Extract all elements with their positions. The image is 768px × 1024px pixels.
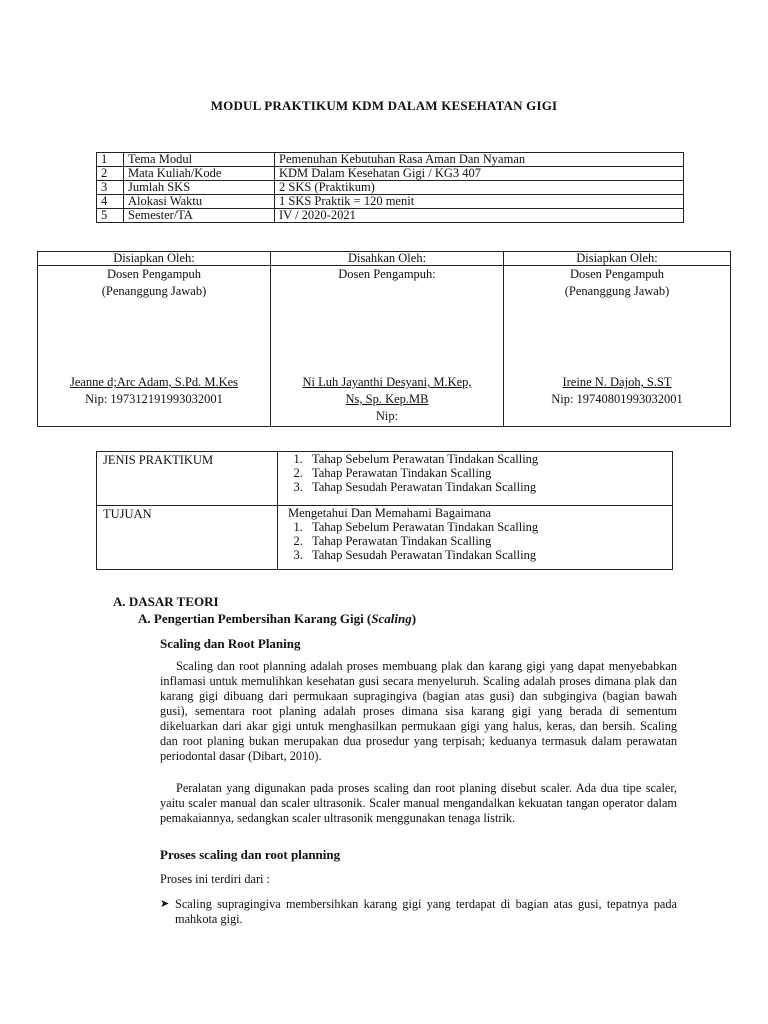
list-item: 3. Tahap Sesudah Perawatan Tindakan Scalling xyxy=(306,480,668,494)
module-info-table xyxy=(96,152,684,223)
row-number: 4 xyxy=(97,195,124,209)
paragraph-intro: Proses ini terdiri dari : xyxy=(160,872,270,886)
signature-body-row xyxy=(38,266,731,427)
signature-header: Disahkan Oleh: xyxy=(271,252,504,266)
jenis-list xyxy=(282,452,668,494)
signature-role: Dosen Pengampuh xyxy=(569,267,665,281)
signature-header: Disiapkan Oleh: xyxy=(38,252,271,266)
signature-header-row xyxy=(38,252,731,266)
heading-scaling: Scaling dan Root Planing xyxy=(160,636,301,651)
subsection-prefix: A. Pengertian Pembersihan Karang Gigi ( xyxy=(138,611,372,626)
table-row xyxy=(97,167,684,181)
signature-nip: Nip: xyxy=(375,409,399,423)
signature-name: Ni Luh Jayanthi Desyani, M.Kep, xyxy=(302,375,472,389)
jenis-label: JENIS PRAKTIKUM xyxy=(97,452,278,506)
table-row xyxy=(97,153,684,167)
signature-header: Disiapkan Oleh: xyxy=(504,252,731,266)
signature-cell-approver xyxy=(271,266,504,427)
list-item: 2. Tahap Perawatan Tindakan Scalling xyxy=(306,534,668,548)
paragraph-text: Peralatan yang digunakan pada proses scaling dan root planing disebut scaler. Ada dua tipe scaler, yaitu scaler manual dan scaler ultrasonik. Scaler manual mengandalkan kekuatan tangan operator dalam pemakaiannya, sedangkan scaler ultrasonik menggunakan tenaga listrik. xyxy=(160,781,677,825)
row-value: KDM Dalam Kesehatan Gigi / KG3 407 xyxy=(275,167,684,181)
table-row xyxy=(97,209,684,223)
table-row xyxy=(97,181,684,195)
signature-name: Ireine N. Dajoh, S.ST xyxy=(562,375,672,389)
paragraph-text: Scaling dan root planning adalah proses membuang plak dan karang gigi yang dapat menyebabkan inflamasi untuk memulihkan kesehatan gusi secara menyeluruh. Scaling adalah proses dimana plak dan karang gigi dibuang dari permukaan supragingiva (bagian atas gusi) dan subgingiva (bagian bawah gusi), sementara root planing adalah proses dimana sisa karang gigi yang berada di sementum dikeluarkan dari akar gigi untuk menghasilkan permukaan gigi yang halus, keras, dan bersih. Scaling dan root planing bukan merupakan dua prosedur yang terpisah; keduanya termasuk dalam perawatan periodontal dasar (Dibart, 2010). xyxy=(160,659,677,763)
list-item: 3. Tahap Sesudah Perawatan Tindakan Scalling xyxy=(306,548,668,562)
list-item: 1. Tahap Sebelum Perawatan Tindakan Scalling xyxy=(306,452,668,466)
table-row xyxy=(97,506,673,570)
row-label: Alokasi Waktu xyxy=(124,195,275,209)
document-title: MODUL PRAKTIKUM KDM DALAM KESEHATAN GIGI xyxy=(210,98,558,113)
table-row xyxy=(97,195,684,209)
row-number: 2 xyxy=(97,167,124,181)
bullet-item xyxy=(160,897,677,927)
section-heading: A. DASAR TEORI xyxy=(113,594,219,609)
tujuan-list xyxy=(282,520,668,562)
row-value: IV / 2020-2021 xyxy=(275,209,684,223)
row-value: Pemenuhan Kebutuhan Rasa Aman Dan Nyaman xyxy=(275,153,684,167)
arrow-bullet-icon: ➤ xyxy=(160,898,170,910)
signature-role: Dosen Pengampuh: xyxy=(338,267,436,281)
paragraph-tools xyxy=(160,781,677,826)
paragraph-definition xyxy=(160,659,677,764)
row-number: 1 xyxy=(97,153,124,167)
signature-nip: Nip: 197312191993032001 xyxy=(85,392,223,406)
practicum-table xyxy=(96,451,673,570)
row-value: 1 SKS Praktik = 120 menit xyxy=(275,195,684,209)
row-label: Semester/TA xyxy=(124,209,275,223)
list-item: 1. Tahap Sebelum Perawatan Tindakan Scalling xyxy=(306,520,668,534)
subsection-suffix: ) xyxy=(411,611,417,626)
row-label: Tema Modul xyxy=(124,153,275,167)
signature-role-note: (Penanggung Jawab) xyxy=(564,284,670,298)
signature-cell-preparer-2 xyxy=(504,266,731,427)
subsection-italic: Scaling xyxy=(371,611,412,626)
row-value: 2 SKS (Praktikum) xyxy=(275,181,684,195)
row-label: Mata Kuliah/Kode xyxy=(124,167,275,181)
subsection-heading xyxy=(138,611,416,627)
tujuan-intro: Mengetahui Dan Memahami Bagaimana xyxy=(288,506,492,520)
signature-role-note: (Penanggung Jawab) xyxy=(101,284,207,298)
heading-proses: Proses scaling dan root planning xyxy=(160,847,341,862)
signature-cell-preparer xyxy=(38,266,271,427)
signature-name: Jeanne d;Arc Adam, S.Pd. M.Kes xyxy=(69,375,239,389)
row-number: 3 xyxy=(97,181,124,195)
signature-role: Dosen Pengampuh xyxy=(106,267,202,281)
signature-nip: Nip: 19740801993032001 xyxy=(551,392,683,406)
list-item: 2. Tahap Perawatan Tindakan Scalling xyxy=(306,466,668,480)
jenis-items xyxy=(278,452,673,506)
tujuan-label: TUJUAN xyxy=(97,506,278,570)
signature-name-line2: Ns, Sp. Kep.MB xyxy=(345,392,429,406)
table-row xyxy=(97,452,673,506)
bullet-text: Scaling supragingiva membersihkan karang gigi yang terdapat di bagian atas gusi, tepatnya pada mahkota gigi. xyxy=(175,897,677,926)
signature-table xyxy=(37,251,731,427)
row-number: 5 xyxy=(97,209,124,223)
tujuan-items xyxy=(278,506,673,570)
row-label: Jumlah SKS xyxy=(124,181,275,195)
